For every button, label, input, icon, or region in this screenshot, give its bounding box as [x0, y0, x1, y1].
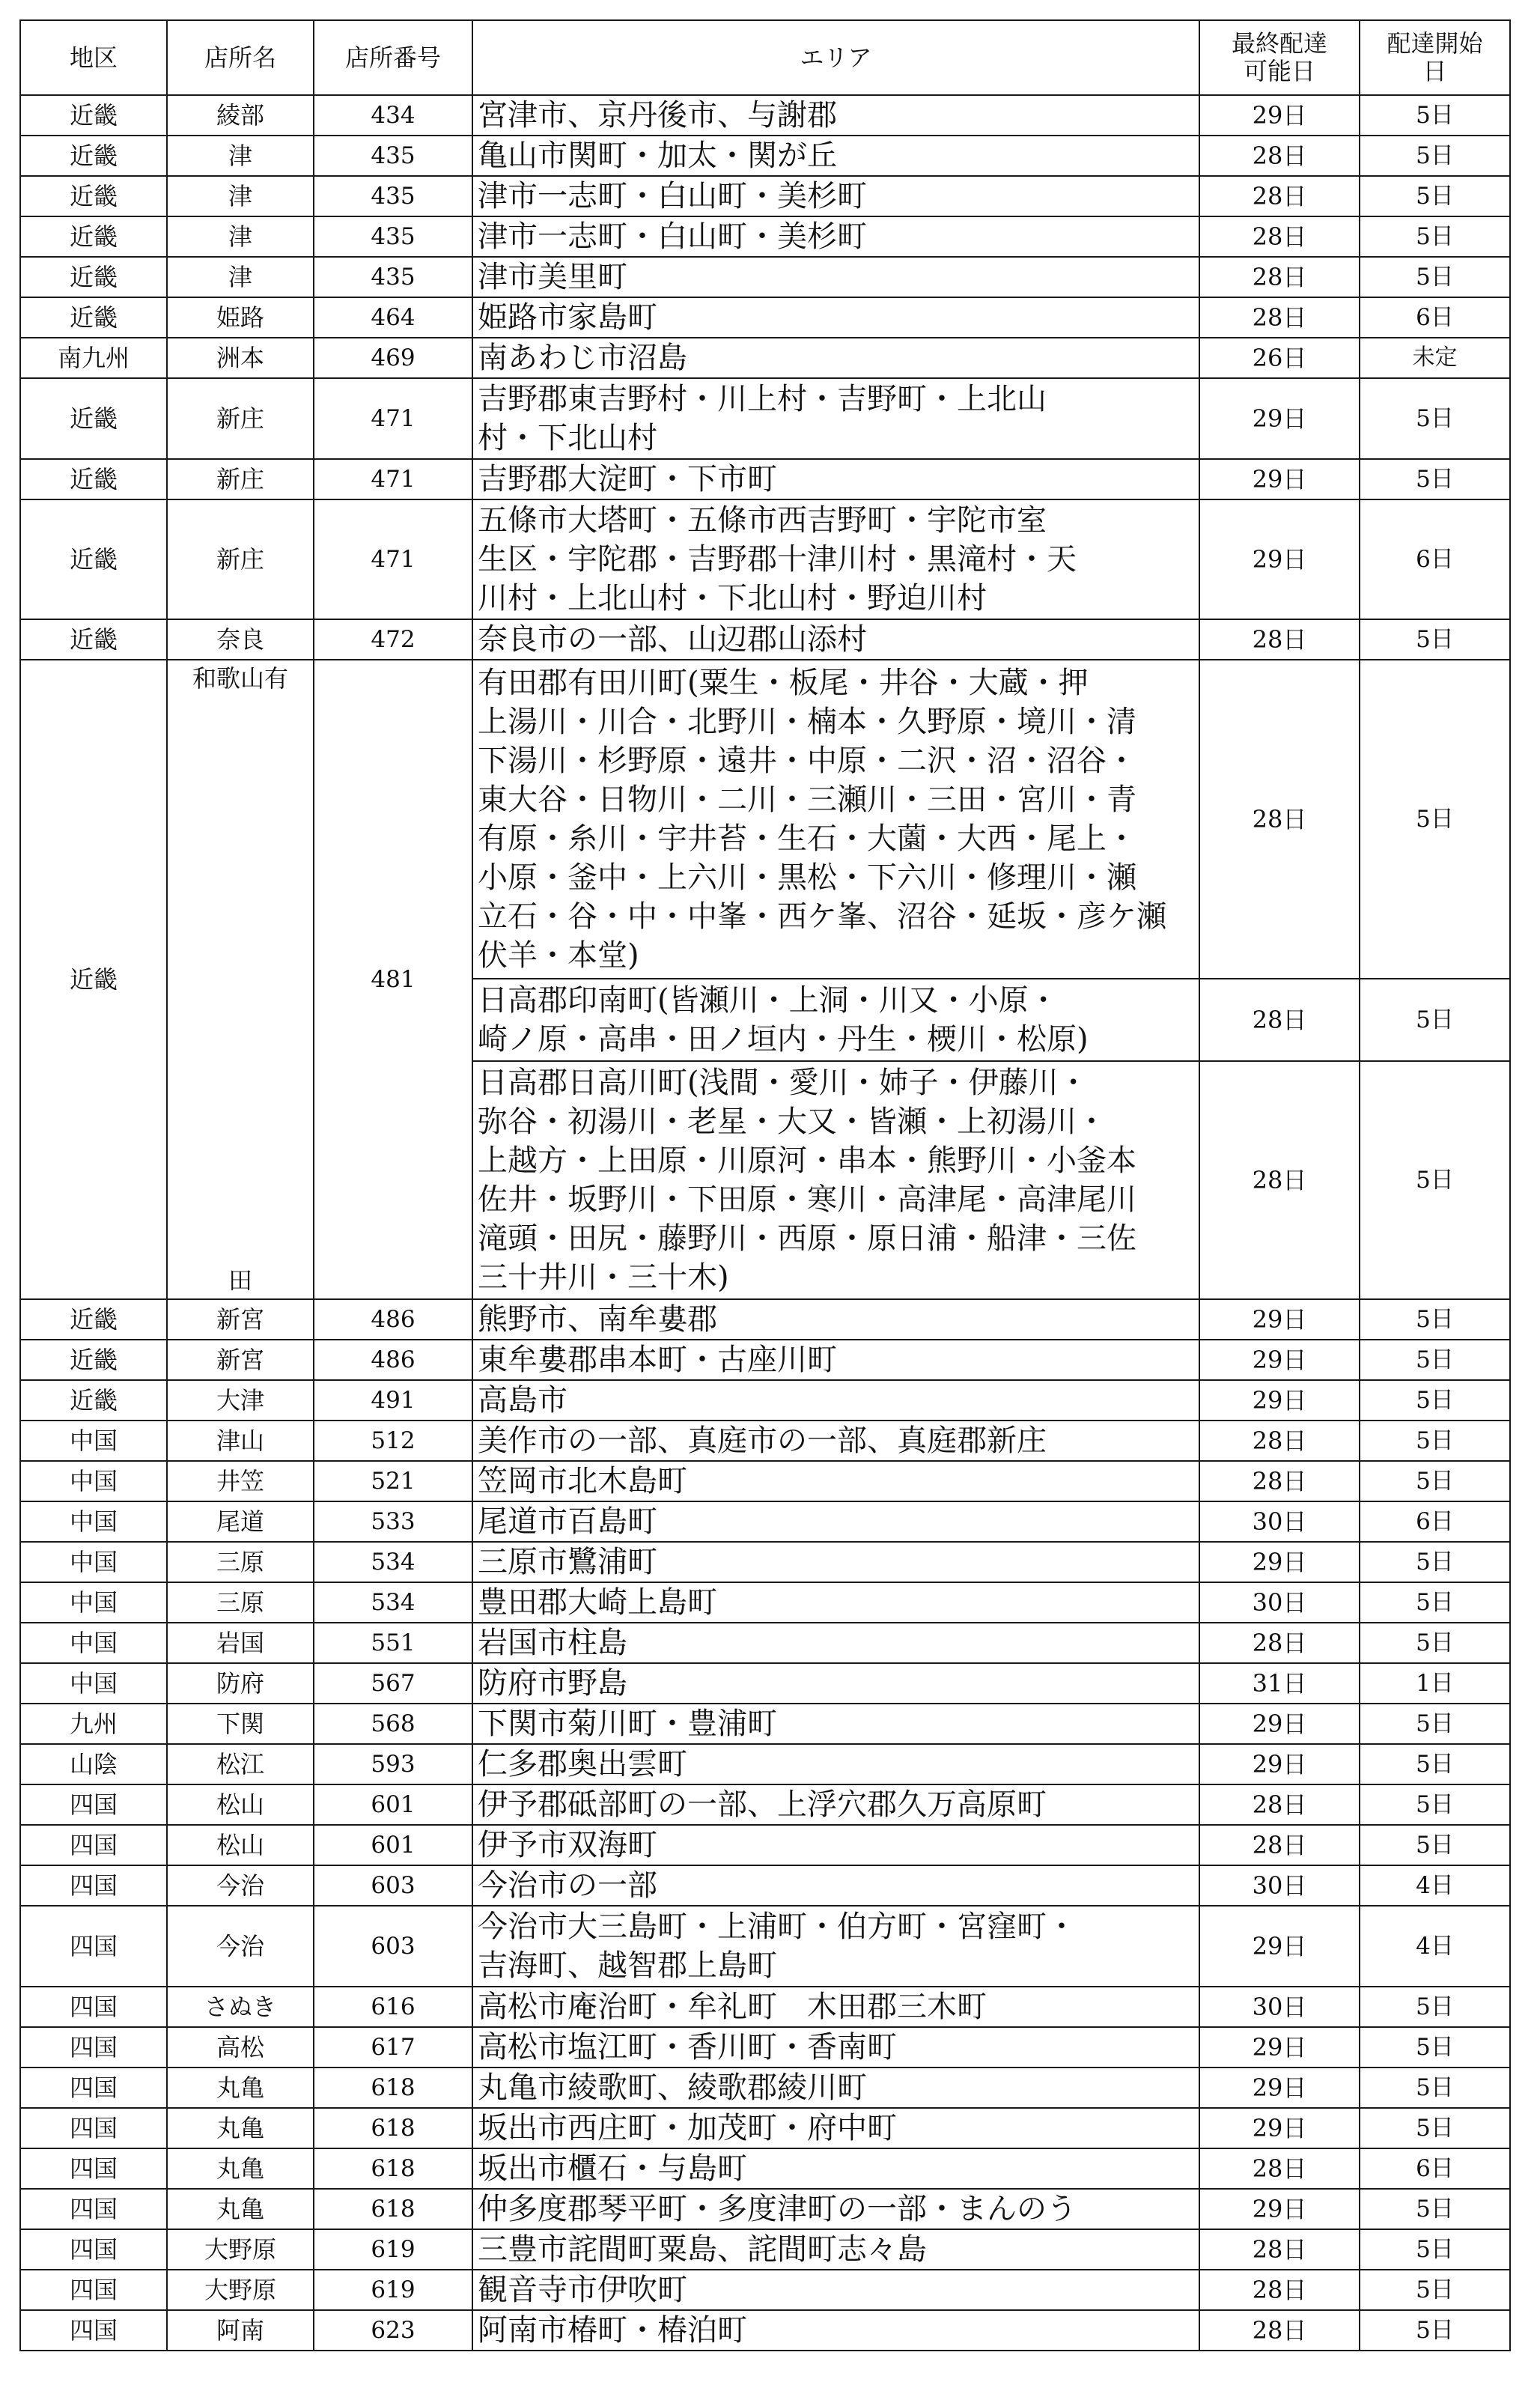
store-number-cell: 551: [314, 1623, 472, 1663]
area-cell: 日高郡印南町(皆瀬川・上洞・川又・小原・ 崎ノ原・高串・田ノ垣内・丹生・樮川・松原): [472, 979, 1199, 1061]
table-row: [20, 1421, 1510, 1461]
table-row: [20, 2270, 1510, 2310]
store-number-cell: 512: [314, 1421, 472, 1461]
store-number-cell: 471: [314, 499, 472, 619]
store-number-cell: 618: [314, 2189, 472, 2229]
store-name-top: 和歌山有: [192, 664, 288, 693]
store-number-cell: 435: [314, 176, 472, 216]
start-delivery-cell: 5日: [1360, 2189, 1510, 2229]
region-cell: 四国: [20, 2068, 167, 2108]
store-number-cell: 435: [314, 216, 472, 257]
table-row: [20, 297, 1510, 338]
last-delivery-cell: 31日: [1199, 1663, 1360, 1704]
start-delivery-cell: 5日: [1360, 1542, 1510, 1582]
store-name-cell: 丸亀: [167, 2148, 314, 2189]
last-delivery-cell: 28日: [1199, 619, 1360, 660]
header-store-number: 店所番号: [314, 20, 472, 95]
store-name-cell: 高松: [167, 2027, 314, 2068]
region-cell: 四国: [20, 1784, 167, 1825]
start-delivery-cell: 5日: [1360, 257, 1510, 297]
region-cell: 九州: [20, 1704, 167, 1744]
store-name-cell: 新庄: [167, 378, 314, 459]
area-cell: 豊田郡大崎上島町: [472, 1582, 1199, 1623]
last-delivery-cell: 29日: [1199, 2189, 1360, 2229]
area-cell: 仁多郡奥出雲町: [472, 1744, 1199, 1784]
store-name-cell: 津山: [167, 1421, 314, 1461]
store-number-cell: 486: [314, 1340, 472, 1380]
last-delivery-cell: 28日: [1199, 979, 1360, 1061]
last-delivery-cell: 30日: [1199, 1987, 1360, 2027]
store-number-cell: 486: [314, 1299, 472, 1340]
region-cell: 中国: [20, 1582, 167, 1623]
start-delivery-cell: 5日: [1360, 1784, 1510, 1825]
store-number-cell: 619: [314, 2229, 472, 2270]
area-cell: 奈良市の一部、山辺郡山添村: [472, 619, 1199, 660]
area-cell: 吉野郡東吉野村・川上村・吉野町・上北山 村・下北山村: [472, 378, 1199, 459]
region-cell: 四国: [20, 2270, 167, 2310]
store-number-cell: 618: [314, 2148, 472, 2189]
header-area: エリア: [472, 20, 1199, 95]
start-delivery-cell: 5日: [1360, 176, 1510, 216]
start-delivery-cell: 未定: [1360, 338, 1510, 378]
start-delivery-cell: 5日: [1360, 660, 1510, 979]
store-number-cell: 521: [314, 1461, 472, 1501]
area-cell: 有田郡有田川町(粟生・板尾・井谷・大蔵・押 上湯川・川合・北野川・楠本・久野原・境川・清 下湯川・杉野原・遠井・中原・二沢・沼・沼谷・ 東大谷・日物川・二川・三瀬川・三田・宮川・青 有原・糸川・宇井苔・生石・大薗・大西・尾上・ 小原・釜中・上六川・黒松・下六川・修理川・瀬 立石・谷・中・中峯・西ケ峯、沼谷・延坂・彦ケ瀬 伏羊・本堂): [472, 660, 1199, 979]
area-cell: 伊予郡砥部町の一部、上浮穴郡久万高原町: [472, 1784, 1199, 1825]
store-name-cell: 下関: [167, 1704, 314, 1744]
store-name-cell: 奈良: [167, 619, 314, 660]
table-row: [20, 1542, 1510, 1582]
store-number-cell: 616: [314, 1987, 472, 2027]
start-delivery-cell: 5日: [1360, 216, 1510, 257]
area-cell: 津市一志町・白山町・美杉町: [472, 216, 1199, 257]
table-row: [20, 1987, 1510, 2027]
area-cell: 吉野郡大淀町・下市町: [472, 459, 1199, 499]
area-cell: 三原市鷺浦町: [472, 1542, 1199, 1582]
store-name-cell: 新宮: [167, 1340, 314, 1380]
store-name-cell: 尾道: [167, 1501, 314, 1542]
region-cell: 四国: [20, 2027, 167, 2068]
last-delivery-cell: 28日: [1199, 1784, 1360, 1825]
last-delivery-cell: 29日: [1199, 1380, 1360, 1421]
region-cell: 近畿: [20, 660, 167, 1299]
start-delivery-cell: 6日: [1360, 297, 1510, 338]
store-number-cell: 471: [314, 378, 472, 459]
start-delivery-cell: 6日: [1360, 1501, 1510, 1542]
last-delivery-cell: 28日: [1199, 1421, 1360, 1461]
start-delivery-cell: 5日: [1360, 1825, 1510, 1865]
store-name-cell: 洲本: [167, 338, 314, 378]
area-cell: 高松市塩江町・香川町・香南町: [472, 2027, 1199, 2068]
store-name-cell: 三原: [167, 1582, 314, 1623]
area-cell: 坂出市櫃石・与島町: [472, 2148, 1199, 2189]
header-delivery-start-day: 配達開始 日: [1360, 20, 1510, 95]
start-delivery-cell: 5日: [1360, 136, 1510, 176]
table-row: [20, 1623, 1510, 1663]
store-number-cell: 617: [314, 2027, 472, 2068]
store-name-cell: 新庄: [167, 459, 314, 499]
start-delivery-cell: 5日: [1360, 1461, 1510, 1501]
start-delivery-cell: 4日: [1360, 1906, 1510, 1987]
store-number-cell: 534: [314, 1582, 472, 1623]
region-cell: 近畿: [20, 1299, 167, 1340]
last-delivery-cell: 30日: [1199, 1865, 1360, 1906]
area-cell: 丸亀市綾歌町、綾歌郡綾川町: [472, 2068, 1199, 2108]
last-delivery-cell: 28日: [1199, 136, 1360, 176]
store-name-cell: 丸亀: [167, 2068, 314, 2108]
table-row: [20, 2189, 1510, 2229]
store-name-cell: 大野原: [167, 2270, 314, 2310]
last-delivery-cell: 29日: [1199, 1744, 1360, 1784]
store-number-cell: 469: [314, 338, 472, 378]
area-cell: 高島市: [472, 1380, 1199, 1421]
area-cell: 今治市の一部: [472, 1865, 1199, 1906]
store-number-cell: 464: [314, 297, 472, 338]
last-delivery-cell: 29日: [1199, 1542, 1360, 1582]
region-cell: 近畿: [20, 216, 167, 257]
store-number-cell: 534: [314, 1542, 472, 1582]
store-name-cell: 大津: [167, 1380, 314, 1421]
region-cell: 四国: [20, 2189, 167, 2229]
area-cell: 宮津市、京丹後市、与謝郡: [472, 95, 1199, 136]
table-row: [20, 1825, 1510, 1865]
table-row: [20, 338, 1510, 378]
area-cell: 南あわじ市沼島: [472, 338, 1199, 378]
store-name-cell: 松江: [167, 1744, 314, 1784]
store-name-cell: 防府: [167, 1663, 314, 1704]
store-number-cell: 568: [314, 1704, 472, 1744]
area-cell: 仲多度郡琴平町・多度津町の一部・まんのう: [472, 2189, 1199, 2229]
start-delivery-cell: 5日: [1360, 1987, 1510, 2027]
store-name-cell: 大野原: [167, 2229, 314, 2270]
region-cell: 近畿: [20, 297, 167, 338]
store-number-cell: 618: [314, 2068, 472, 2108]
store-name-cell: 津: [167, 257, 314, 297]
area-cell: 日高郡日高川町(浅間・愛川・姉子・伊藤川・ 弥谷・初湯川・老星・大又・皆瀬・上初湯川・ 上越方・上田原・川原河・串本・熊野川・小釜本 佐井・坂野川・下田原・寒川・高津尾・高津尾川 滝頭・田尻・藤野川・西原・原日浦・船津・三佐 三十井川・三十木): [472, 1061, 1199, 1299]
header-region: 地区: [20, 20, 167, 95]
store-number-cell: 471: [314, 459, 472, 499]
table-row: [20, 1299, 1510, 1340]
store-name-cell: 今治: [167, 1906, 314, 1987]
last-delivery-cell: 29日: [1199, 2027, 1360, 2068]
last-delivery-cell: 29日: [1199, 2068, 1360, 2108]
store-number-cell: 623: [314, 2310, 472, 2351]
area-cell: 津市美里町: [472, 257, 1199, 297]
start-delivery-cell: 5日: [1360, 1380, 1510, 1421]
table-row: [20, 1663, 1510, 1704]
area-cell: 熊野市、南牟婁郡: [472, 1299, 1199, 1340]
region-cell: 近畿: [20, 499, 167, 619]
region-cell: 近畿: [20, 459, 167, 499]
table-row: [20, 1704, 1510, 1744]
region-cell: 近畿: [20, 257, 167, 297]
store-name-cell: 津: [167, 216, 314, 257]
start-delivery-cell: 5日: [1360, 459, 1510, 499]
store-name-cell: [167, 660, 314, 1299]
store-number-cell: 533: [314, 1501, 472, 1542]
store-name-cell: 三原: [167, 1542, 314, 1582]
last-delivery-cell: 29日: [1199, 1704, 1360, 1744]
area-cell: 東牟婁郡串本町・古座川町: [472, 1340, 1199, 1380]
store-number-cell: 618: [314, 2108, 472, 2148]
start-delivery-cell: 5日: [1360, 1061, 1510, 1299]
start-delivery-cell: 1日: [1360, 1663, 1510, 1704]
store-number-cell: 435: [314, 257, 472, 297]
start-delivery-cell: 5日: [1360, 2068, 1510, 2108]
store-name-cell: 津: [167, 176, 314, 216]
region-cell: 南九州: [20, 338, 167, 378]
store-name-cell: 松山: [167, 1825, 314, 1865]
start-delivery-cell: 5日: [1360, 1744, 1510, 1784]
header-row: [20, 20, 1510, 95]
table-row: [20, 2068, 1510, 2108]
store-number-cell: 491: [314, 1380, 472, 1421]
store-name-cell: 丸亀: [167, 2108, 314, 2148]
region-cell: 四国: [20, 2148, 167, 2189]
last-delivery-cell: 28日: [1199, 2229, 1360, 2270]
header-last-delivery-day: 最終配達 可能日: [1199, 20, 1360, 95]
table-row: [20, 1784, 1510, 1825]
region-cell: 四国: [20, 1987, 167, 2027]
region-cell: 四国: [20, 2108, 167, 2148]
start-delivery-cell: 5日: [1360, 378, 1510, 459]
table-row: [20, 257, 1510, 297]
store-name-cell: 井笠: [167, 1461, 314, 1501]
table-row: [20, 176, 1510, 216]
last-delivery-cell: 28日: [1199, 257, 1360, 297]
store-name-cell: 姫路: [167, 297, 314, 338]
store-number-cell: 567: [314, 1663, 472, 1704]
store-number-cell: 472: [314, 619, 472, 660]
region-cell: 四国: [20, 1865, 167, 1906]
start-delivery-cell: 5日: [1360, 2270, 1510, 2310]
store-number-cell: 601: [314, 1784, 472, 1825]
start-delivery-cell: 5日: [1360, 2310, 1510, 2351]
start-delivery-cell: 5日: [1360, 1340, 1510, 1380]
store-name-cell: さぬき: [167, 1987, 314, 2027]
region-cell: 近畿: [20, 176, 167, 216]
area-cell: 下関市菊川町・豊浦町: [472, 1704, 1199, 1744]
table-row: [20, 459, 1510, 499]
area-cell: 三豊市詫間町粟島、詫間町志々島: [472, 2229, 1199, 2270]
start-delivery-cell: 5日: [1360, 2108, 1510, 2148]
start-delivery-cell: 6日: [1360, 2148, 1510, 2189]
last-delivery-cell: 28日: [1199, 2148, 1360, 2189]
table-row: [20, 378, 1510, 459]
last-delivery-cell: 29日: [1199, 1906, 1360, 1987]
area-cell: 今治市大三島町・上浦町・伯方町・宮窪町・ 吉海町、越智郡上島町: [472, 1906, 1199, 1987]
region-cell: 山陰: [20, 1744, 167, 1784]
area-cell: 亀山市関町・加太・関が丘: [472, 136, 1199, 176]
table-row: [20, 2027, 1510, 2068]
last-delivery-cell: 29日: [1199, 1340, 1360, 1380]
table-body-upper: [20, 95, 1510, 660]
table-row: [20, 1340, 1510, 1380]
last-delivery-cell: 30日: [1199, 1582, 1360, 1623]
table-row: [20, 1380, 1510, 1421]
table-row: [20, 2148, 1510, 2189]
table-row: [20, 1461, 1510, 1501]
store-name-cell: 阿南: [167, 2310, 314, 2351]
store-number-cell: 434: [314, 95, 472, 136]
last-delivery-cell: 28日: [1199, 1623, 1360, 1663]
last-delivery-cell: 28日: [1199, 216, 1360, 257]
region-cell: 中国: [20, 1421, 167, 1461]
area-cell: 伊予市双海町: [472, 1825, 1199, 1865]
delivery-table: [19, 19, 1511, 2351]
last-delivery-cell: 28日: [1199, 1461, 1360, 1501]
table-row: [20, 216, 1510, 257]
last-delivery-cell: 30日: [1199, 1501, 1360, 1542]
store-number-cell: 481: [314, 660, 472, 1299]
start-delivery-cell: 5日: [1360, 619, 1510, 660]
area-cell: 阿南市椿町・椿泊町: [472, 2310, 1199, 2351]
start-delivery-cell: 5日: [1360, 2027, 1510, 2068]
area-cell: 観音寺市伊吹町: [472, 2270, 1199, 2310]
region-cell: 四国: [20, 2310, 167, 2351]
last-delivery-cell: 29日: [1199, 2108, 1360, 2148]
area-cell: 高松市庵治町・牟礼町 木田郡三木町: [472, 1987, 1199, 2027]
table-row: [20, 1865, 1510, 1906]
table-row: [20, 1906, 1510, 1987]
region-cell: 近畿: [20, 136, 167, 176]
store-name-cell: 津: [167, 136, 314, 176]
area-cell: 五條市大塔町・五條市西吉野町・宇陀市室 生区・宇陀郡・吉野郡十津川村・黒滝村・天 川村・上北山村・下北山村・野迫川村: [472, 499, 1199, 619]
last-delivery-cell: 28日: [1199, 1061, 1360, 1299]
area-cell: 姫路市家島町: [472, 297, 1199, 338]
start-delivery-cell: 4日: [1360, 1865, 1510, 1906]
last-delivery-cell: 29日: [1199, 378, 1360, 459]
start-delivery-cell: 5日: [1360, 1421, 1510, 1461]
area-cell: 尾道市百島町: [472, 1501, 1199, 1542]
start-delivery-cell: 5日: [1360, 1582, 1510, 1623]
last-delivery-cell: 28日: [1199, 1825, 1360, 1865]
table-row: [20, 619, 1510, 660]
store-name-cell: 新宮: [167, 1299, 314, 1340]
last-delivery-cell: 29日: [1199, 95, 1360, 136]
area-cell: 防府市野島: [472, 1663, 1199, 1704]
region-cell: 中国: [20, 1663, 167, 1704]
start-delivery-cell: 5日: [1360, 95, 1510, 136]
region-cell: 近畿: [20, 619, 167, 660]
table-row: [20, 499, 1510, 619]
area-cell: 坂出市西庄町・加茂町・府中町: [472, 2108, 1199, 2148]
last-delivery-cell: 28日: [1199, 2270, 1360, 2310]
start-delivery-cell: 5日: [1360, 979, 1510, 1061]
region-cell: 中国: [20, 1461, 167, 1501]
store-number-cell: 603: [314, 1865, 472, 1906]
region-cell: 四国: [20, 1906, 167, 1987]
table-body-wakayama: [20, 660, 1510, 1299]
table-row: [20, 2229, 1510, 2270]
region-cell: 近畿: [20, 95, 167, 136]
region-cell: 中国: [20, 1501, 167, 1542]
start-delivery-cell: 6日: [1360, 499, 1510, 619]
table-row: [20, 1582, 1510, 1623]
last-delivery-cell: 28日: [1199, 2310, 1360, 2351]
area-cell: 津市一志町・白山町・美杉町: [472, 176, 1199, 216]
store-number-cell: 435: [314, 136, 472, 176]
last-delivery-cell: 28日: [1199, 297, 1360, 338]
store-name-cell: 綾部: [167, 95, 314, 136]
area-cell: 美作市の一部、真庭市の一部、真庭郡新庄: [472, 1421, 1199, 1461]
start-delivery-cell: 5日: [1360, 1704, 1510, 1744]
store-number-cell: 603: [314, 1906, 472, 1987]
last-delivery-cell: 26日: [1199, 338, 1360, 378]
area-cell: 岩国市柱島: [472, 1623, 1199, 1663]
region-cell: 中国: [20, 1542, 167, 1582]
last-delivery-cell: 29日: [1199, 499, 1360, 619]
store-name-cell: 丸亀: [167, 2189, 314, 2229]
store-number-cell: 619: [314, 2270, 472, 2310]
region-cell: 近畿: [20, 378, 167, 459]
last-delivery-cell: 28日: [1199, 660, 1360, 979]
store-number-cell: 601: [314, 1825, 472, 1865]
region-cell: 中国: [20, 1623, 167, 1663]
store-name-bottom: 田: [228, 1266, 252, 1295]
table-row: [20, 2310, 1510, 2351]
table-row: [20, 95, 1510, 136]
start-delivery-cell: 5日: [1360, 2229, 1510, 2270]
store-name-cell: 今治: [167, 1865, 314, 1906]
table-row: [20, 660, 1510, 979]
table-row: [20, 1501, 1510, 1542]
table-row: [20, 136, 1510, 176]
last-delivery-cell: 29日: [1199, 1299, 1360, 1340]
table-row: [20, 2108, 1510, 2148]
store-name-cell: 松山: [167, 1784, 314, 1825]
last-delivery-cell: 29日: [1199, 459, 1360, 499]
region-cell: 四国: [20, 2229, 167, 2270]
region-cell: 近畿: [20, 1380, 167, 1421]
table-row: [20, 1744, 1510, 1784]
header-store-name: 店所名: [167, 20, 314, 95]
table-body-lower: [20, 1299, 1510, 2351]
store-name-cell: 新庄: [167, 499, 314, 619]
last-delivery-cell: 28日: [1199, 176, 1360, 216]
area-cell: 笠岡市北木島町: [472, 1461, 1199, 1501]
region-cell: 四国: [20, 1825, 167, 1865]
region-cell: 近畿: [20, 1340, 167, 1380]
store-name-cell: 岩国: [167, 1623, 314, 1663]
store-number-cell: 593: [314, 1744, 472, 1784]
start-delivery-cell: 5日: [1360, 1623, 1510, 1663]
start-delivery-cell: 5日: [1360, 1299, 1510, 1340]
